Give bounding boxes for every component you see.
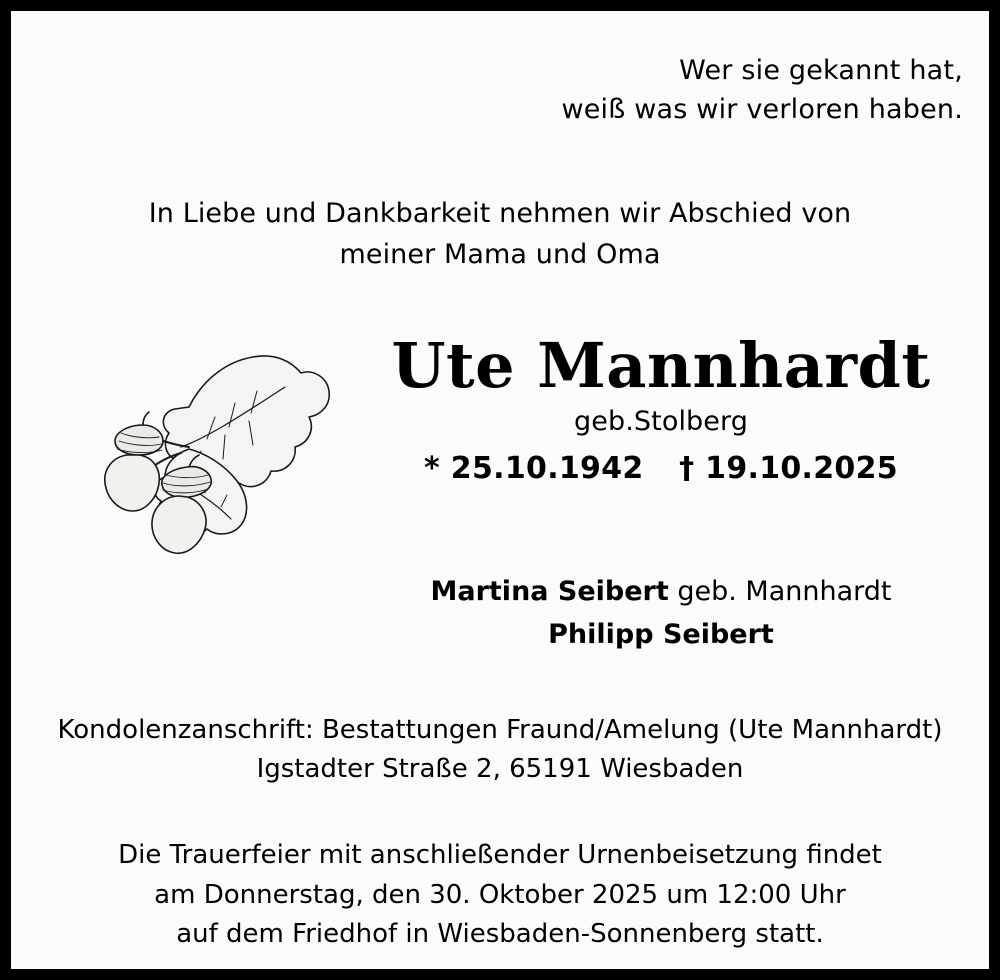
epitaph-line-2: weiß was wir verloren haben. [561, 94, 963, 126]
deceased-block [341, 329, 981, 487]
deceased-maiden-name: geb.Stolberg [574, 406, 748, 438]
condolence-address [11, 711, 989, 789]
condolence-line-2: Igstadter Straße 2, 65191 Wiesbaden [256, 754, 744, 784]
survivor-row [341, 571, 981, 614]
death-date: 19.10.2025 [705, 451, 898, 487]
epitaph-line-1: Wer sie gekannt hat, [679, 55, 963, 86]
survivors-list [341, 571, 981, 656]
ceremony-line-2: am Donnerstag, den 30. Oktober 2025 um 12:00 Uhr [154, 879, 846, 910]
survivor-suffix: geb. Mannhardt [668, 576, 892, 607]
survivor-name: Philipp Seibert [548, 618, 774, 650]
survivor-row [341, 614, 981, 657]
condolence-line-1: Kondolenzanschrift: Bestattungen Fraund/Amelung (Ute Mannhardt) [57, 715, 943, 745]
deceased-name: Ute Mannhardt [391, 329, 931, 402]
deceased-dates [341, 451, 981, 486]
birth-date: 25.10.1942 [450, 451, 644, 487]
notice-inner [11, 11, 989, 969]
epitaph [561, 51, 963, 129]
survivor-name: Martina Seibert [430, 576, 669, 607]
oak-leaf-acorn-icon [39, 329, 339, 559]
intro-text [11, 193, 989, 275]
birth-symbol: * [424, 451, 441, 487]
ceremony-line-3: auf dem Friedhof in Wiesbaden-Sonnenberg statt. [176, 919, 824, 950]
ceremony-line-1: Die Trauerfeier mit anschließender Urnenbeisetzung findet [118, 840, 882, 870]
intro-line-1: In Liebe und Dankbarkeit nehmen wir Abschied von [148, 198, 852, 229]
intro-line-2: meiner Mama und Oma [339, 239, 661, 271]
ceremony-details [11, 836, 989, 955]
death-symbol: † [679, 451, 695, 487]
